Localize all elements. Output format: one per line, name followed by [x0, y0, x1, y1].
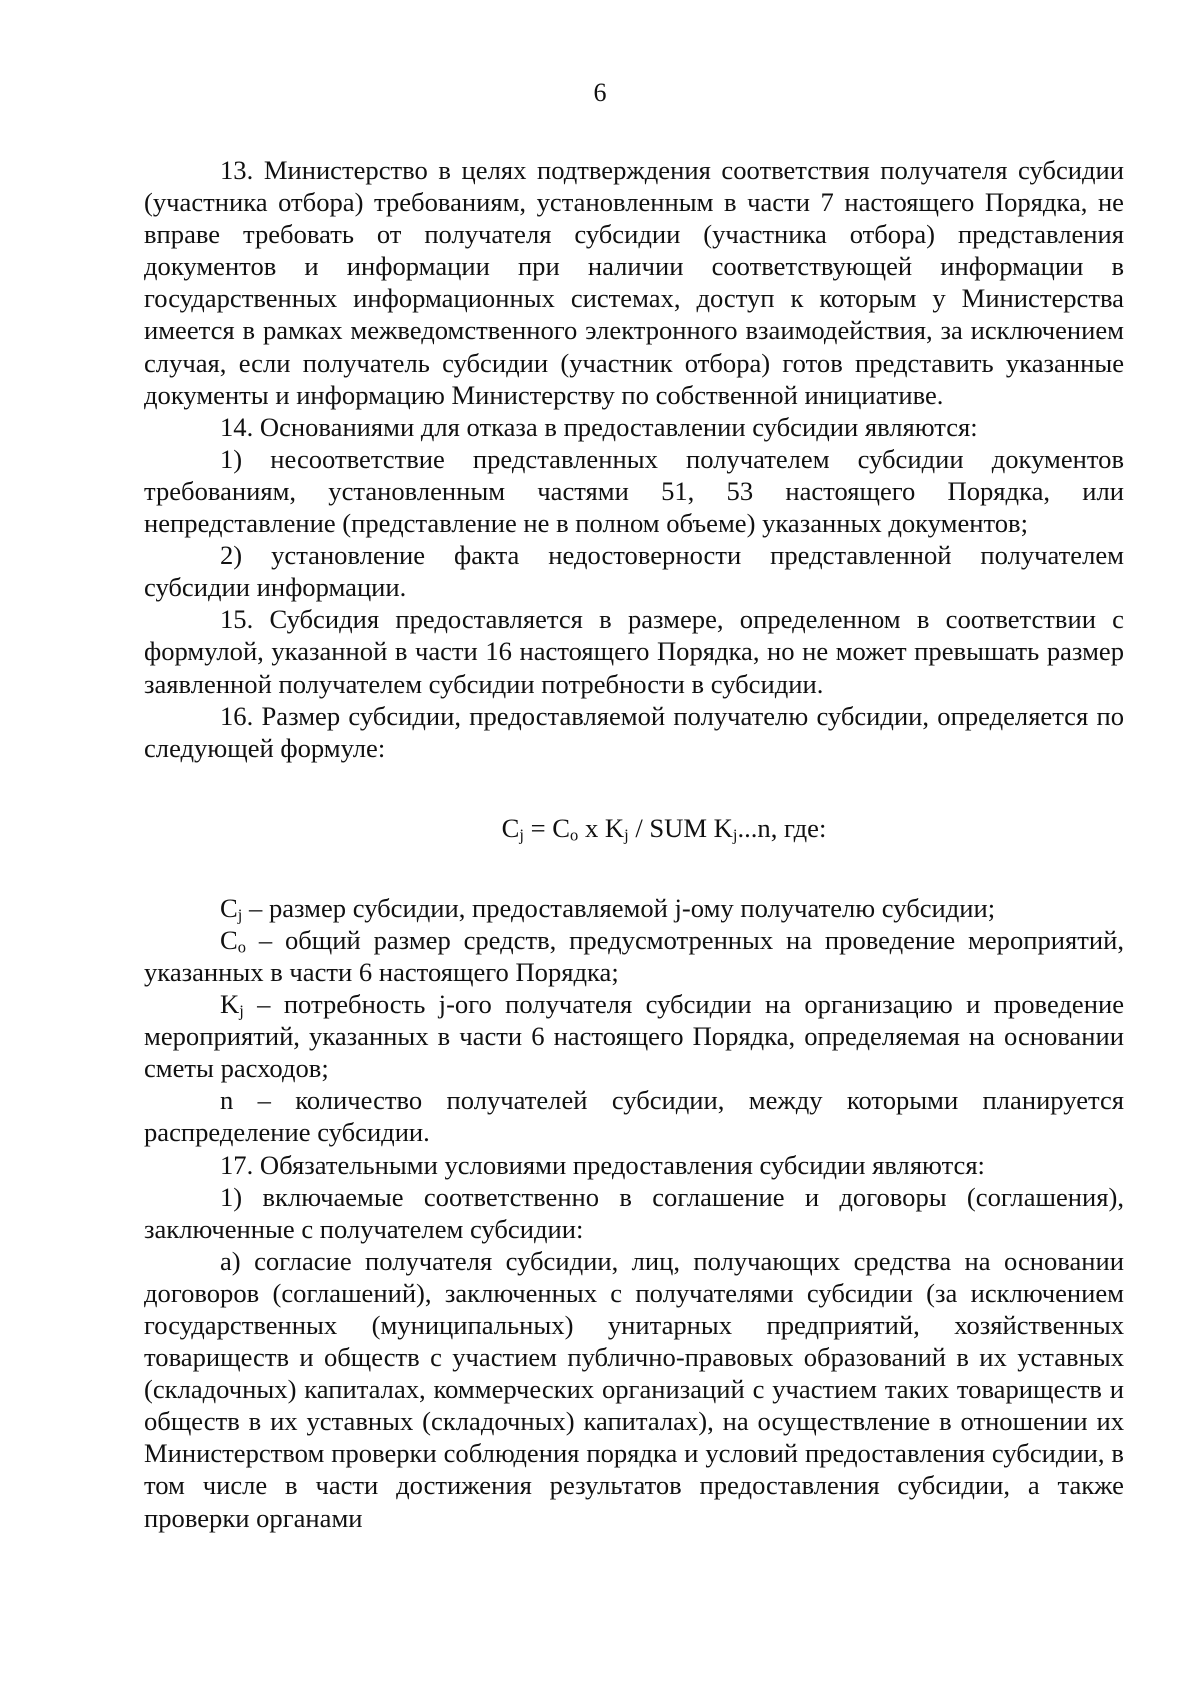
formula-tail: ...n, где:	[737, 812, 827, 843]
definition-text: – размер субсидии, предоставляемой j-ому получателю субсидии;	[242, 892, 996, 923]
definition-kj	[144, 988, 1124, 1084]
definition-c0	[144, 924, 1124, 988]
paragraph-13: 13. Министерство в целях подтверждения соответствия получателя субсидии (участника отбора) требованиям, установленным в части 7 настоящего Порядка, не вправе требовать от получателя субсидии (участника отбора) представления документов и информации при наличии соответствующей информации в государственных информационных системах, доступ к которым у Министерства имеется в рамках межведомственного электронного взаимодействия, за исключением случая, если получатель субсидии (участник отбора) готов представить указанные документы и информацию Министерству по собственной инициативе.	[144, 155, 1124, 410]
formula-cj-subscript: j	[519, 825, 524, 845]
definition-symbol: n	[220, 1085, 234, 1116]
paragraph-14: 14. Основаниями для отказа в предоставлении субсидии являются:	[220, 411, 978, 442]
paragraph-17-item-1a: а) согласие получателя субсидии, лиц, получающих средства на основании договоров (соглашений), заключенных с получателями субсидии (за исключением государственных (муниципальных) унитарных предприятий, хозяйственных товариществ и обществ с участием публично-правовых образований в их уставных (складочных) капиталах, коммерческих организаций с участием таких товариществ и обществ в их уставных (складочных) капиталах), на осуществление в отношении их Министерством проверки соблюдения порядка и условий предоставления субсидии, в том числе в части достижения результатов предоставления субсидии, а также проверки органами	[144, 1245, 1124, 1533]
definition-text: – количество получателей субсидии, между которыми планируется распределение субсидии.	[144, 1085, 1124, 1148]
definition-symbol: C	[220, 892, 238, 923]
definition-text: – общий размер средств, предусмотренных на проведение мероприятий, указанных в части 6 настоящего Порядка;	[144, 924, 1124, 987]
page-number: 6	[593, 78, 607, 107]
definition-symbol: K	[220, 989, 240, 1020]
paragraph-15: 15. Субсидия предоставляется в размере, определенном в соответствии с формулой, указанной в части 16 настоящего Порядка, но не может превышать размер заявленной получателем субсидии потребности в субсидии.	[144, 604, 1124, 699]
formula-kj-subscript: j	[624, 825, 629, 845]
formula-text	[502, 812, 827, 844]
formula-c0-symbol: = C	[524, 812, 571, 843]
paragraph-16: 16. Размер субсидии, предоставляемой получателю субсидии, определяется по следующей формуле:	[144, 700, 1124, 763]
paragraph-14-item-2: 2) установление факта недостоверности представленной получателем субсидии информации.	[144, 540, 1124, 603]
definition-n	[144, 1084, 1124, 1148]
definition-text: – потребность j-ого получателя субсидии на организацию и проведение мероприятий, указанных в части 6 настоящего Порядка, определяемая на основании сметы расходов;	[144, 989, 1124, 1084]
definition-subscript: j	[239, 1001, 244, 1021]
document-body	[144, 154, 1124, 1534]
formula-kj-symbol: x K	[578, 812, 625, 843]
definition-subscript: o	[237, 937, 246, 957]
formula-cj-symbol: C	[501, 812, 520, 843]
formula-sum-subscript: j	[732, 825, 738, 845]
formula-c0-subscript: o	[570, 825, 579, 845]
definition-cj	[144, 892, 1124, 924]
formula-sum-symbol: / SUM K	[628, 812, 733, 843]
definition-symbol: C	[220, 924, 238, 955]
subsidy-formula	[144, 764, 1124, 892]
paragraph-17: 17. Обязательными условиями предоставления субсидии являются:	[220, 1149, 985, 1180]
paragraph-14-item-1: 1) несоответствие представленных получателем субсидии документов требованиям, установленным частями 51, 53 настоящего Порядка, или непредставление (представление не в полном объеме) указанных документов;	[144, 443, 1124, 539]
definition-subscript: j	[237, 905, 243, 925]
paragraph-17-item-1: 1) включаемые соответственно в соглашение и договоры (соглашения), заключенные с получателем субсидии:	[144, 1181, 1124, 1244]
